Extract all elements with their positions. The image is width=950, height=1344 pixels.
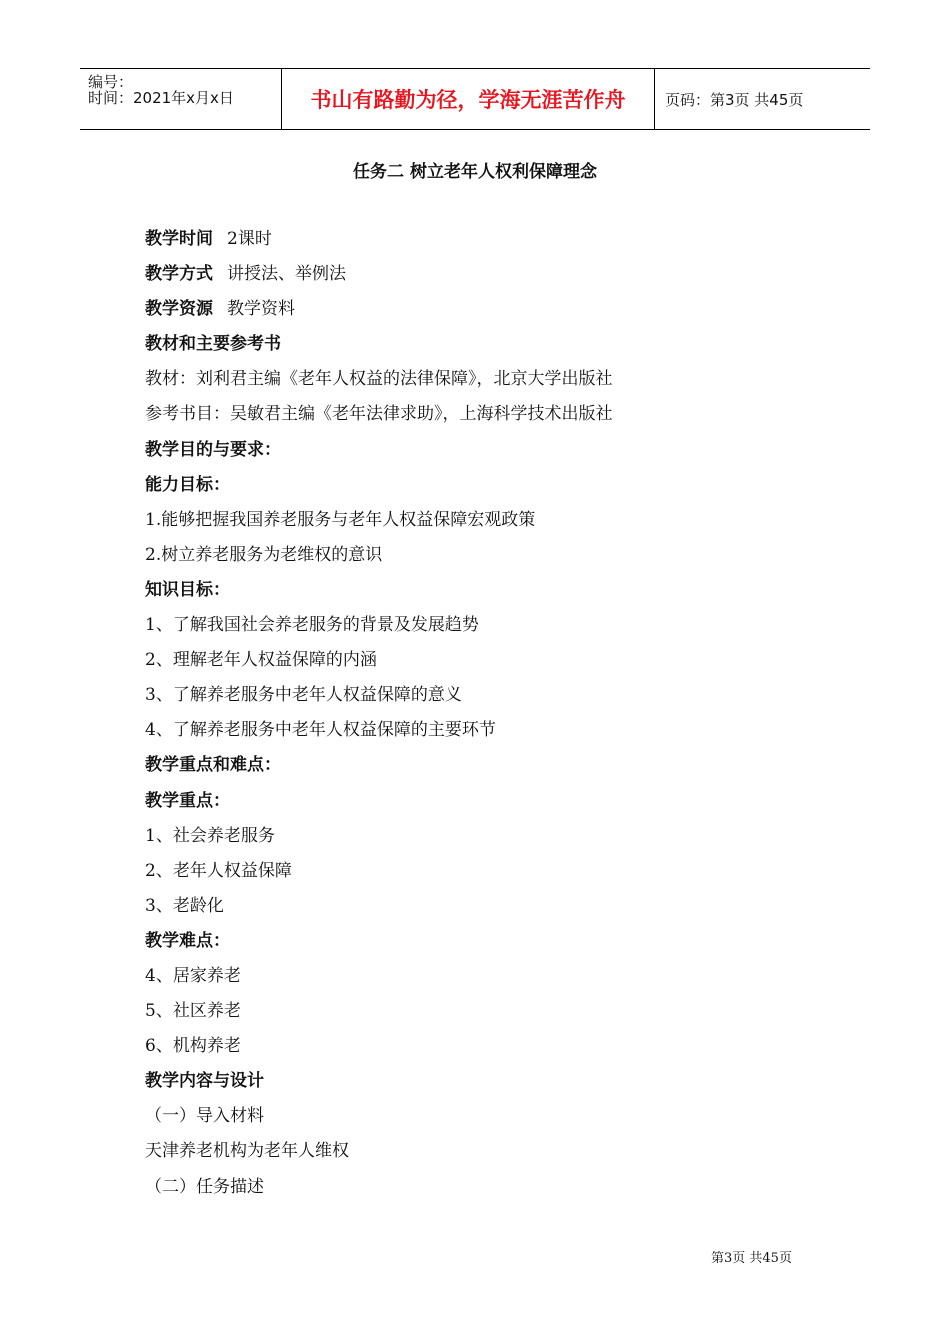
teaching-method-value: 讲授法、举例法	[227, 264, 346, 285]
list-item: 3、了解养老服务中老年人权益保障的意义	[145, 685, 462, 706]
list-item: 4、居家养老	[145, 965, 241, 986]
design-heading: 教学内容与设计	[145, 1071, 264, 1092]
difficulty-heading: 教学难点：	[145, 930, 230, 951]
teaching-resource-value: 教学资料	[227, 299, 295, 320]
list-item: 6、机构养老	[145, 1036, 241, 1057]
serial-number-label: 编号：	[88, 73, 134, 91]
document-body	[145, 222, 865, 1205]
teaching-time-row	[145, 222, 865, 257]
keys-heading: 教学重点和难点：	[145, 755, 281, 776]
teaching-time-label: 教学时间	[145, 229, 213, 249]
document-title: 任务二 树立老年人权利保障理念	[353, 162, 597, 182]
textbook-line: 教材：刘利君主编《老年人权益的法律保障》，北京大学出版社	[145, 369, 613, 390]
section-heading: （二）任务描述	[145, 1176, 264, 1197]
page-footer: 第3页 共45页	[711, 1251, 792, 1266]
list-item: 2、老年人权益保障	[145, 860, 292, 881]
reference-line: 参考书目：吴敏君主编《老年法律求助》，上海科学技术出版社	[145, 404, 613, 425]
list-item: 1、社会养老服务	[145, 825, 275, 846]
list-item: 2、理解老年人权益保障的内涵	[145, 650, 377, 671]
teaching-resource-label: 教学资源	[145, 299, 213, 320]
page-header	[80, 68, 870, 130]
teaching-method-label: 教学方式	[145, 264, 213, 285]
teaching-time-value: 2课时	[227, 229, 272, 249]
list-item: 2.树立养老服务为老维权的意识	[145, 544, 383, 565]
knowledge-heading: 知识目标：	[145, 579, 230, 600]
page-info: 页码：第3页 共45页	[665, 90, 804, 109]
list-item: 5、社区养老	[145, 1001, 241, 1022]
list-item: 4、了解养老服务中老年人权益保障的主要环节	[145, 720, 496, 741]
teaching-resource-row	[145, 292, 865, 327]
motto: 书山有路勤为径，学海无涯苦作舟	[282, 69, 655, 129]
time-label: 时间：2021年x月x日	[88, 89, 234, 107]
list-item: 3、老龄化	[145, 895, 224, 916]
materials-heading: 教材和主要参考书	[145, 334, 281, 355]
list-item: 1、了解我国社会养老服务的背景及发展趋势	[145, 615, 479, 636]
focus-heading: 教学重点：	[145, 790, 230, 811]
section-text: 天津养老机构为老年人维权	[145, 1141, 349, 1162]
header-meta-cell	[80, 69, 282, 129]
list-item: 1.能够把握我国养老服务与老年人权益保障宏观政策	[145, 509, 536, 530]
goals-heading: 教学目的与要求：	[145, 439, 281, 460]
ability-heading: 能力目标：	[145, 474, 230, 495]
section-heading: （一）导入材料	[145, 1106, 264, 1127]
teaching-method-row	[145, 257, 865, 292]
